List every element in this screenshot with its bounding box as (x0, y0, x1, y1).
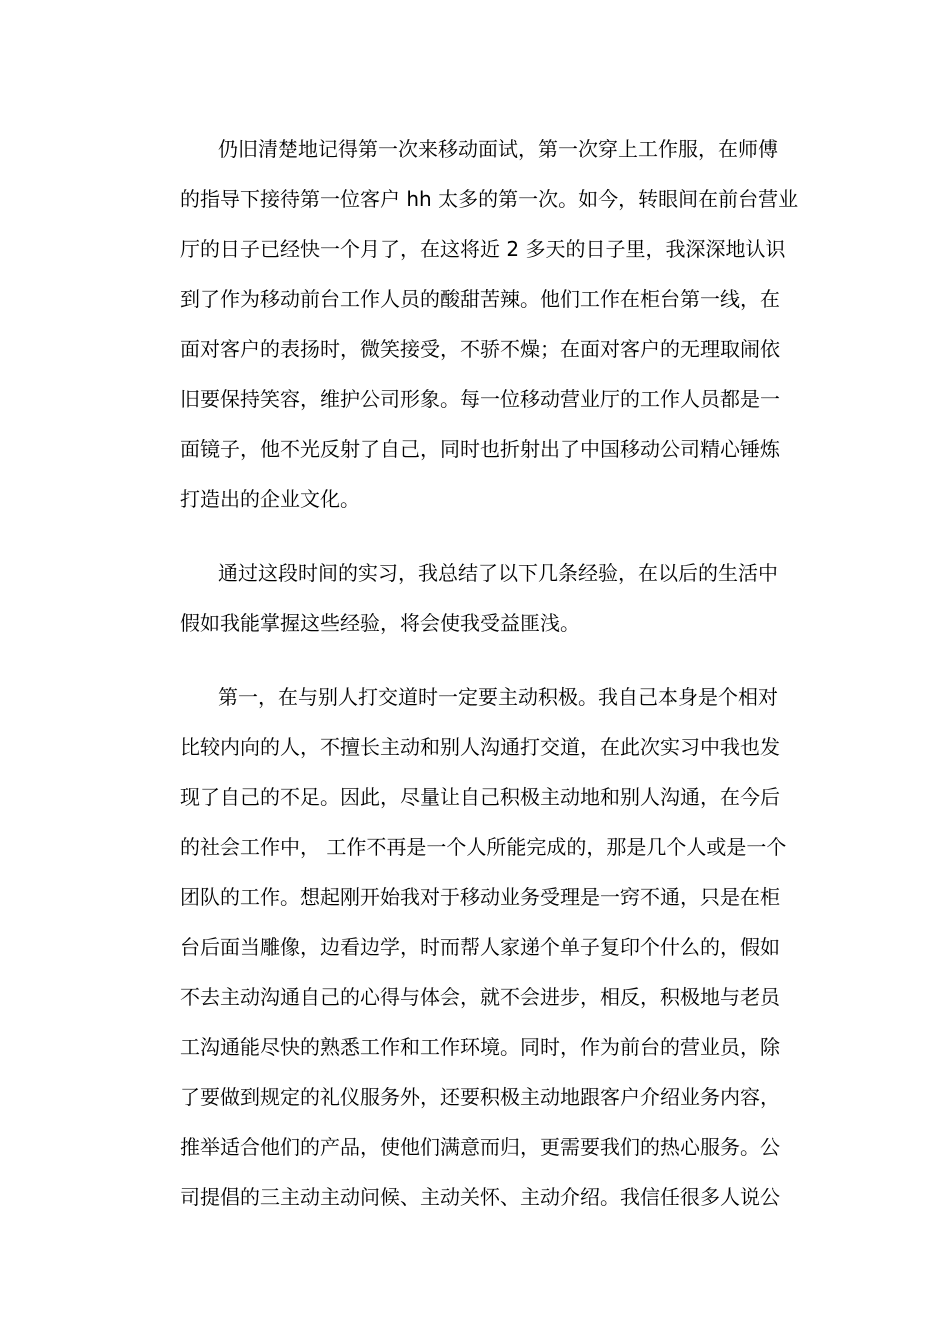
text-line: 假如我能掌握这些经验，将会使我受益匪浅。 (180, 611, 580, 635)
text-line: 台后面当雕像，边看边学，时而帮人家递个单子复印个什么的，假如 (180, 935, 780, 959)
text-line: 到了作为移动前台工作人员的酸甜苦辣。他们工作在柜台第一线，在 (180, 287, 780, 311)
paragraph-2 (180, 548, 780, 648)
text-line: 旧要保持笑容，维护公司形象。每一位移动营业厅的工作人员都是一 (180, 387, 780, 411)
text-line: 的社会工作中， 工作不再是一个人所能完成的，那是几个人或是一个 (180, 835, 787, 859)
text-line: 通过这段时间的实习，我总结了以下几条经验，在以后的生活中 (218, 561, 778, 585)
text-line: 仍旧清楚地记得第一次来移动面试，第一次穿上工作服，在师傅 (218, 137, 778, 161)
document-body (180, 124, 799, 1222)
paragraph-3 (180, 672, 787, 1222)
text-line: 比较内向的人，不擅长主动和别人沟通打交道，在此次实习中我也发 (180, 735, 780, 759)
text-line: 工沟通能尽快的熟悉工作和工作环境。同时，作为前台的营业员，除 (180, 1035, 780, 1059)
text-line: 了要做到规定的礼仪服务外，还要积极主动地跟客户介绍业务内容， (180, 1085, 780, 1109)
paragraph-spacer (180, 524, 780, 548)
text-line: 司提倡的三主动主动问候、主动关怀、主动介绍。我信任很多人说公 (180, 1185, 780, 1209)
text-line: 面对客户的表扬时，微笑接受，不骄不燥；在面对客户的无理取闹依 (180, 337, 780, 361)
text-line: 厅的日子已经快一个月了，在这将近 2 多天的日子里，我深深地认识 (180, 237, 786, 261)
text-line: 现了自己的不足。因此，尽量让自己积极主动地和别人沟通，在今后 (180, 785, 780, 809)
text-line: 推举适合他们的产品，使他们满意而归，更需要我们的热心服务。公 (180, 1135, 780, 1159)
text-line: 面镜子，他不光反射了自己，同时也折射出了中国移动公司精心锤炼 (180, 437, 780, 461)
paragraph-1 (180, 124, 799, 524)
text-line: 不去主动沟通自己的心得与体会，就不会进步，相反，积极地与老员 (180, 985, 780, 1009)
paragraph-spacer (180, 648, 780, 672)
text-line: 打造出的企业文化。 (180, 487, 360, 511)
text-line: 团队的工作。想起刚开始我对于移动业务受理是一窍不通，只是在柜 (180, 885, 780, 909)
text-line: 的指导下接待第一位客户 hh 太多的第一次。如今，转眼间在前台营业 (180, 187, 799, 211)
text-line: 第一，在与别人打交道时一定要主动积极。我自己本身是个相对 (218, 685, 778, 709)
